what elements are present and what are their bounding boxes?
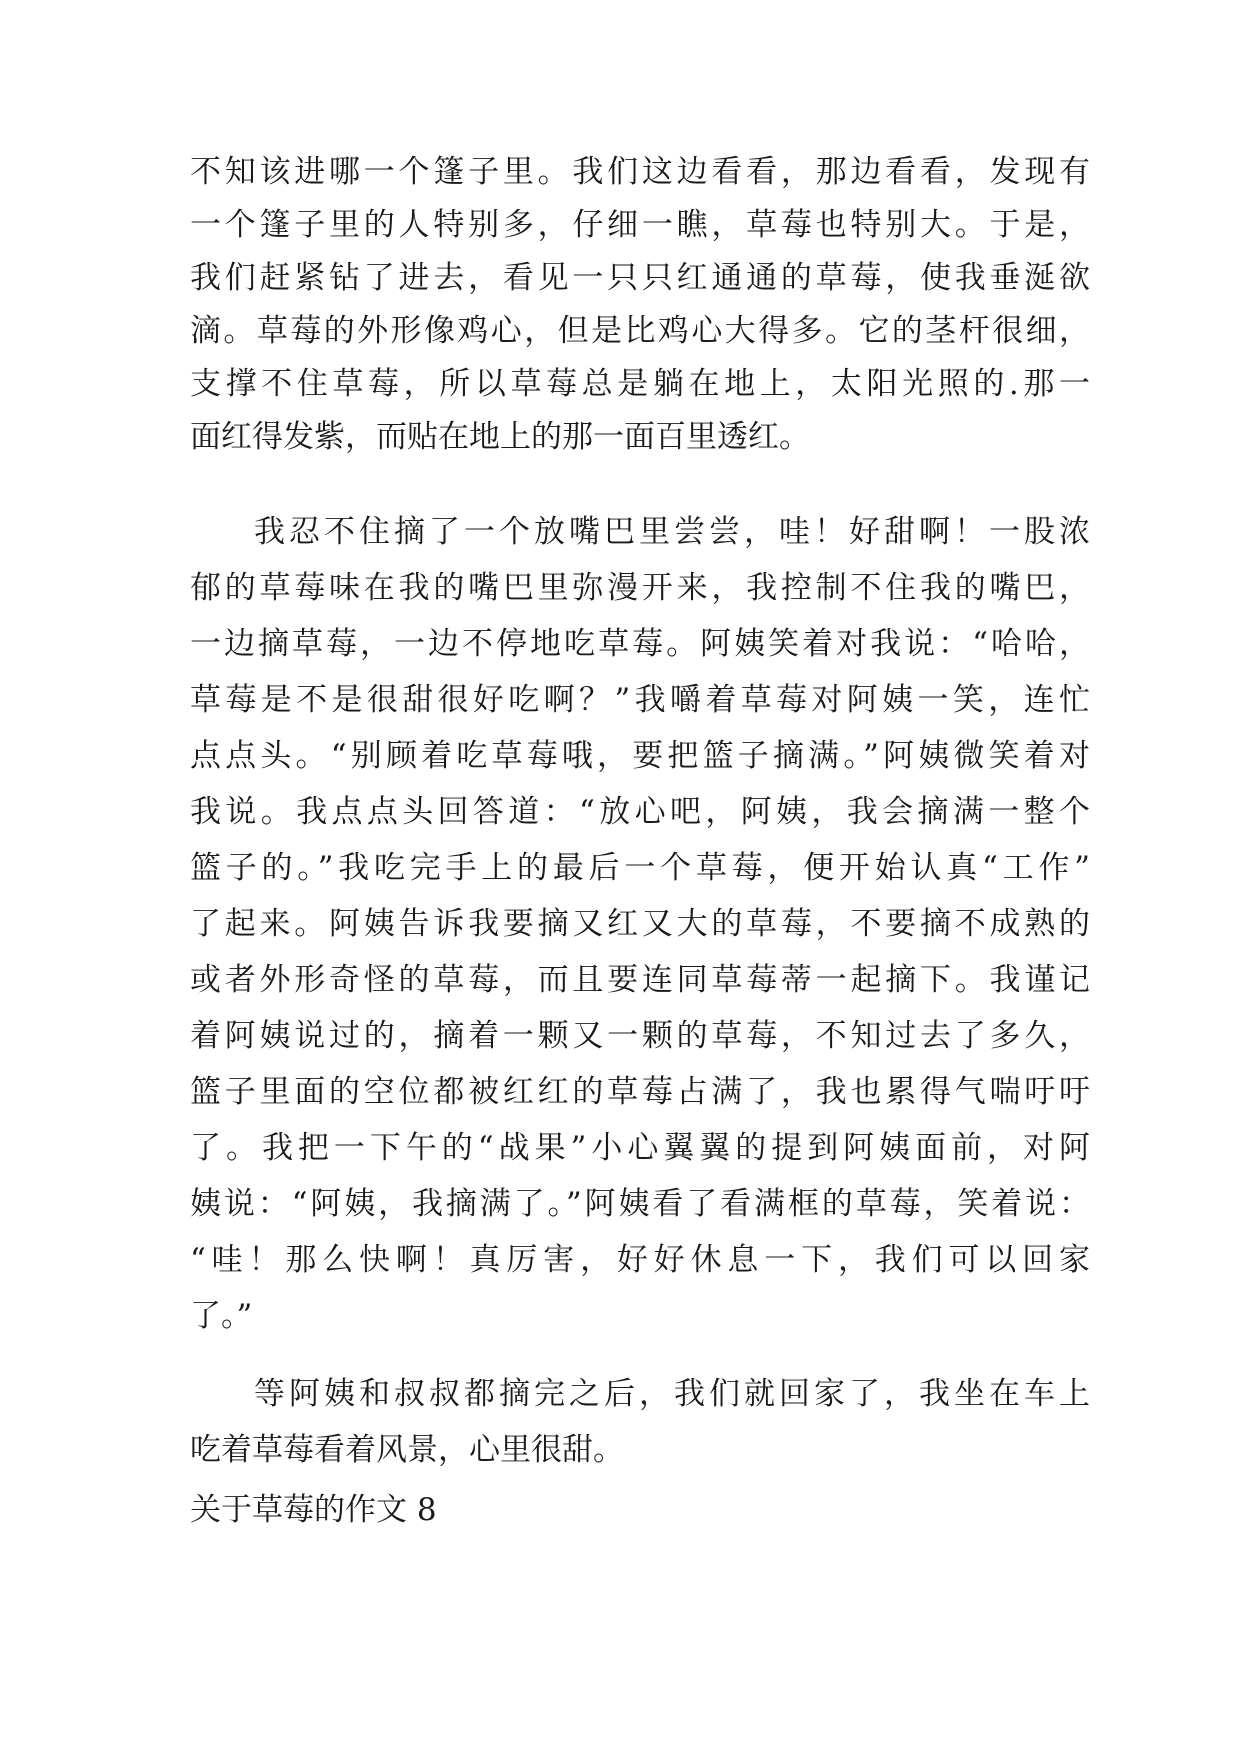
text-line: 了。” — [190, 1298, 253, 1334]
text-line: 面红得发紫，而贴在地上的那一面百里透红。 — [190, 419, 810, 455]
section-heading: 关于草莓的作文 8 — [190, 1492, 437, 1528]
text-line: 郁的草莓味在我的嘴巴里弥漫开来，我控制不住我的嘴巴， — [190, 570, 1090, 606]
text-line: 了起来。阿姨告诉我要摘又红又大的草莓，不要摘不成熟的 — [190, 906, 1090, 942]
text-line: “哇！那么快啊！真厉害，好好休息一下，我们可以回家 — [190, 1242, 1090, 1278]
paragraph-first-line: 我忍不住摘了一个放嘴巴里尝尝，哇！好甜啊！一股浓 — [254, 514, 1090, 550]
text-line: 或者外形奇怪的草莓，而且要连同草莓蒂一起摘下。我谨记 — [190, 962, 1090, 998]
text-line: 了。我把一下午的“战果”小心翼翼的提到阿姨面前，对阿 — [190, 1130, 1090, 1166]
text-line: 篮子的。”我吃完手上的最后一个草莓，便开始认真“工作” — [190, 850, 1090, 886]
text-line: 篮子里面的空位都被红红的草莓占满了，我也累得气喘吁吁 — [190, 1074, 1090, 1110]
text-line: 吃着草莓看着风景，心里很甜。 — [190, 1432, 624, 1468]
text-line: 点点头。“别顾着吃草莓哦，要把篮子摘满。”阿姨微笑着对 — [190, 738, 1090, 774]
text-line: 一边摘草莓，一边不停地吃草莓。阿姨笑着对我说：“哈哈， — [190, 626, 1090, 662]
text-line: 滴。草莓的外形像鸡心，但是比鸡心大得多。它的茎杆很细， — [190, 313, 1090, 349]
text-line: 我说。我点点头回答道：“放心吧，阿姨，我会摘满一整个 — [190, 794, 1090, 830]
paragraph-first-line: 等阿姨和叔叔都摘完之后，我们就回家了，我坐在车上 — [254, 1376, 1090, 1412]
text-line: 支撑不住草莓，所以草莓总是躺在地上，太阳光照的.那一 — [190, 366, 1090, 402]
text-line: 不知该进哪一个篷子里。我们这边看看，那边看看，发现有 — [190, 154, 1090, 190]
text-line: 一个篷子里的人特别多，仔细一瞧，草莓也特别大。于是， — [190, 207, 1090, 243]
text-line: 着阿姨说过的，摘着一颗又一颗的草莓，不知过去了多久， — [190, 1018, 1090, 1054]
text-line: 我们赶紧钻了进去，看见一只只红通通的草莓，使我垂涎欲 — [190, 260, 1090, 296]
text-line: 草莓是不是很甜很好吃啊？”我嚼着草莓对阿姨一笑，连忙 — [190, 682, 1090, 718]
text-line: 姨说：“阿姨，我摘满了。”阿姨看了看满框的草莓，笑着说： — [190, 1186, 1090, 1222]
